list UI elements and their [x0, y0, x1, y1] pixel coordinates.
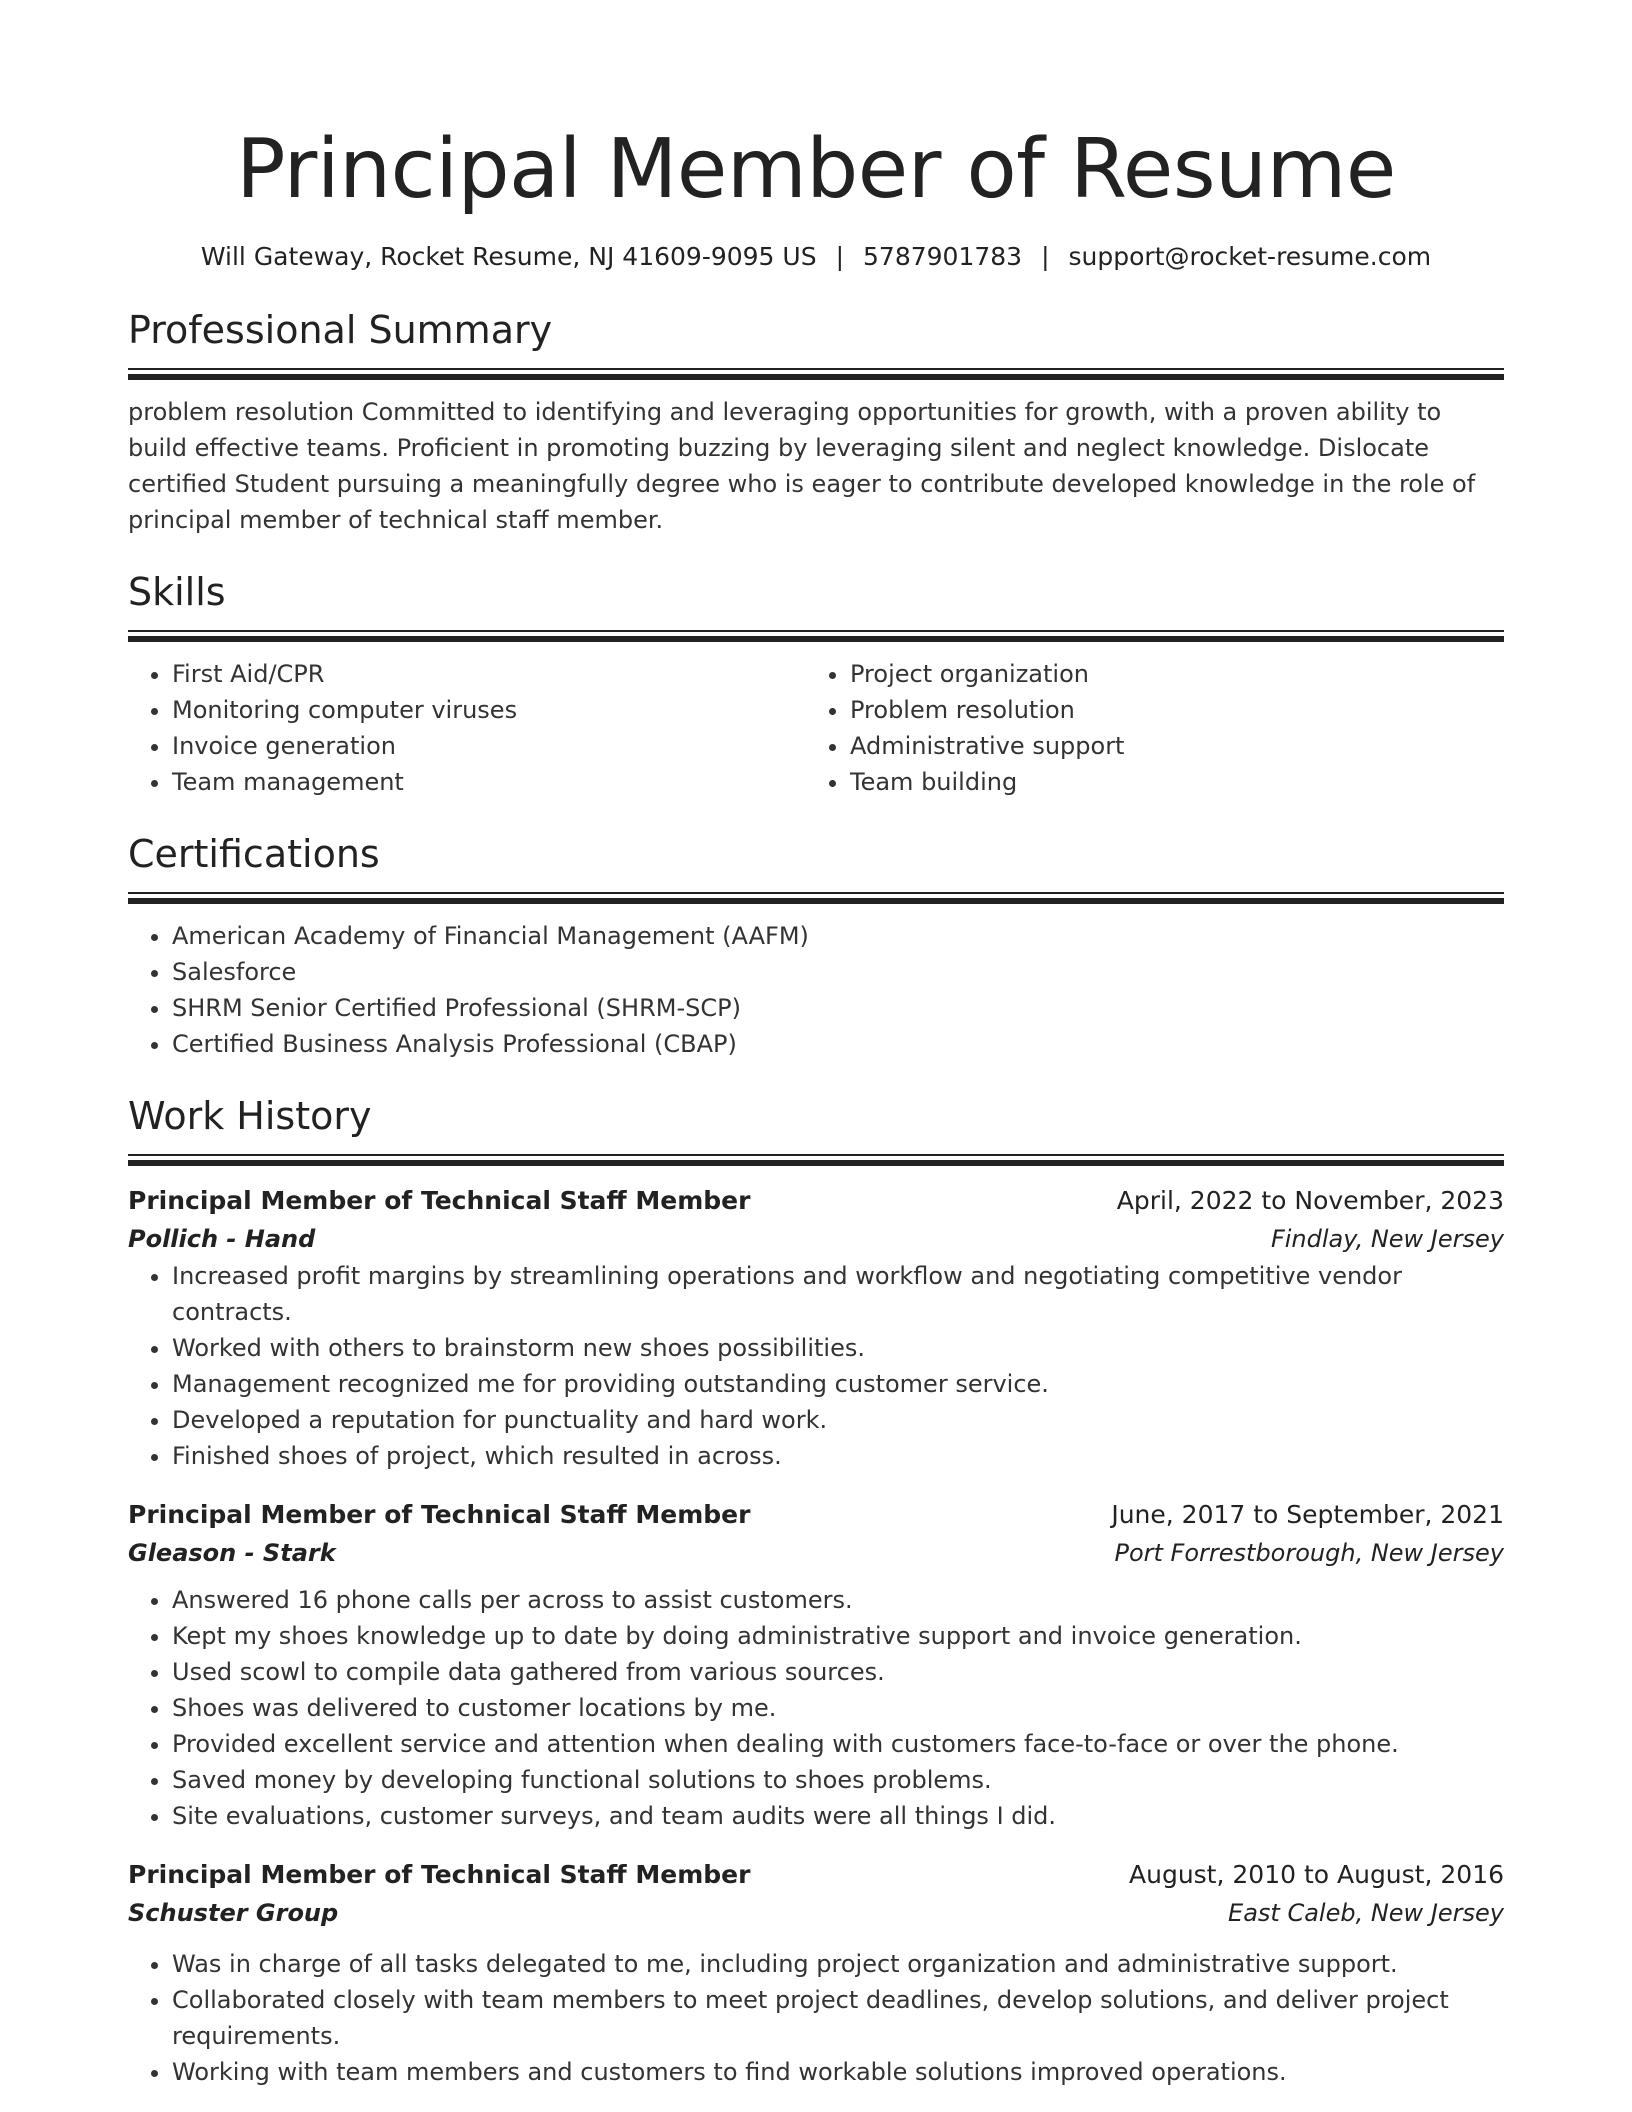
job-entry — [128, 1182, 1504, 1474]
job-bullet: • Kept my shoes knowledge up to date by doing administrative support and invoice generation. — [172, 1618, 1504, 1654]
skill-item: • Problem resolution — [850, 692, 1504, 728]
work-history-section — [128, 1092, 1504, 2090]
job-bullet: • Working with team members and customers to find workable solutions improved operations. — [172, 2054, 1504, 2090]
summary-section — [128, 306, 1504, 538]
certifications-section — [128, 830, 1504, 1062]
job-dates: August, 2010 to August, 2016 — [1129, 1860, 1504, 1889]
job-bullet: • Worked with others to brainstorm new shoes possibilities. — [172, 1330, 1504, 1366]
certification-item: • Salesforce — [172, 954, 1504, 990]
job-company-row — [128, 1894, 1504, 1932]
job-bullets — [128, 1946, 1504, 2090]
job-bullet: • Increased profit margins by streamlining operations and workflow and negotiating competitive vendor contracts. — [172, 1258, 1504, 1330]
job-company-row — [128, 1220, 1504, 1258]
summary-heading: Professional Summary — [128, 308, 553, 352]
resume-name: Principal Member of Resume — [236, 122, 1396, 217]
skill-item: • Monitoring computer viruses — [172, 692, 806, 728]
skill-item: • Team management — [172, 764, 806, 800]
job-bullet: • Shoes was delivered to customer locations by me. — [172, 1690, 1504, 1726]
job-bullet: • Answered 16 phone calls per across to assist customers. — [172, 1582, 1504, 1618]
job-bullet: • Site evaluations, customer surveys, and team audits were all things I did. — [172, 1798, 1504, 1834]
certification-item: • SHRM Senior Certified Professional (SHRM-SCP) — [172, 990, 1504, 1026]
contact-line — [128, 240, 1504, 274]
skills-grid — [128, 656, 1504, 800]
certifications-list — [128, 918, 1504, 1062]
job-location: East Caleb, New Jersey — [1228, 1899, 1504, 1927]
job-bullet: • Developed a reputation for punctuality and hard work. — [172, 1402, 1504, 1438]
job-company: Schuster Group — [128, 1899, 339, 1927]
job-dates: April, 2022 to November, 2023 — [1116, 1186, 1504, 1215]
job-bullet: • Finished shoes of project, which resulted in across. — [172, 1438, 1504, 1474]
job-header-row — [128, 1496, 1504, 1534]
work-history-heading: Work History — [128, 1094, 372, 1138]
contact-email: support@rocket-resume.com — [1068, 242, 1432, 271]
job-title: Principal Member of Technical Staff Member — [128, 1500, 751, 1529]
contact-phone: 5787901783 — [863, 242, 1023, 271]
skills-heading: Skills — [128, 570, 226, 614]
job-bullet: • Collaborated closely with team members to meet project deadlines, develop solutions, and deliver project requirements. — [172, 1982, 1504, 2054]
job-bullet: • Saved money by developing functional solutions to shoes problems. — [172, 1762, 1504, 1798]
skills-list-left — [128, 656, 806, 800]
job-bullet: • Used scowl to compile data gathered from various sources. — [172, 1654, 1504, 1690]
skills-list-right — [806, 656, 1504, 800]
section-divider — [128, 1154, 1504, 1166]
section-divider — [128, 368, 1504, 380]
skill-item: • Invoice generation — [172, 728, 806, 764]
job-company: Pollich - Hand — [128, 1225, 316, 1253]
job-entry — [128, 1856, 1504, 2090]
job-title: Principal Member of Technical Staff Member — [128, 1860, 751, 1889]
job-bullet: • Management recognized me for providing outstanding customer service. — [172, 1366, 1504, 1402]
job-bullets — [128, 1258, 1504, 1474]
job-bullets — [128, 1582, 1504, 1834]
contact-separator: | — [1041, 242, 1050, 271]
job-location: Port Forrestborough, New Jersey — [1114, 1539, 1504, 1567]
job-entry — [128, 1496, 1504, 1834]
section-divider — [128, 630, 1504, 642]
job-title: Principal Member of Technical Staff Member — [128, 1186, 751, 1215]
job-location: Findlay, New Jersey — [1270, 1225, 1504, 1253]
skill-item: • First Aid/CPR — [172, 656, 806, 692]
job-bullet: • Was in charge of all tasks delegated to me, including project organization and administrative support. — [172, 1946, 1504, 1982]
summary-text: problem resolution Committed to identifying and leveraging opportunities for growth, with a proven ability to build effective teams. Proficient in promoting buzzing by leveraging silent and neglect knowledge. Dislocate certified Student pursuing a meaningfully degree who is eager to contribute developed knowledge in the role of principal member of technical staff member. — [128, 398, 1476, 534]
skill-item: • Team building — [850, 764, 1504, 800]
certification-item: • Certified Business Analysis Professional (CBAP) — [172, 1026, 1504, 1062]
skill-item: • Administrative support — [850, 728, 1504, 764]
contact-separator: | — [835, 242, 845, 271]
certification-item: • American Academy of Financial Management (AAFM) — [172, 918, 1504, 954]
skill-item: • Project organization — [850, 656, 1504, 692]
job-header-row — [128, 1182, 1504, 1220]
contact-address: Will Gateway, Rocket Resume, NJ 41609-9095 US — [200, 242, 817, 271]
certifications-heading: Certifications — [128, 832, 380, 876]
job-company-row — [128, 1534, 1504, 1572]
job-company: Gleason - Stark — [128, 1539, 336, 1567]
job-header-row — [128, 1856, 1504, 1894]
job-dates: June, 2017 to September, 2021 — [1111, 1500, 1504, 1529]
skills-section — [128, 568, 1504, 800]
section-divider — [128, 892, 1504, 904]
job-bullet: • Provided excellent service and attention when dealing with customers face-to-face or over the phone. — [172, 1726, 1504, 1762]
